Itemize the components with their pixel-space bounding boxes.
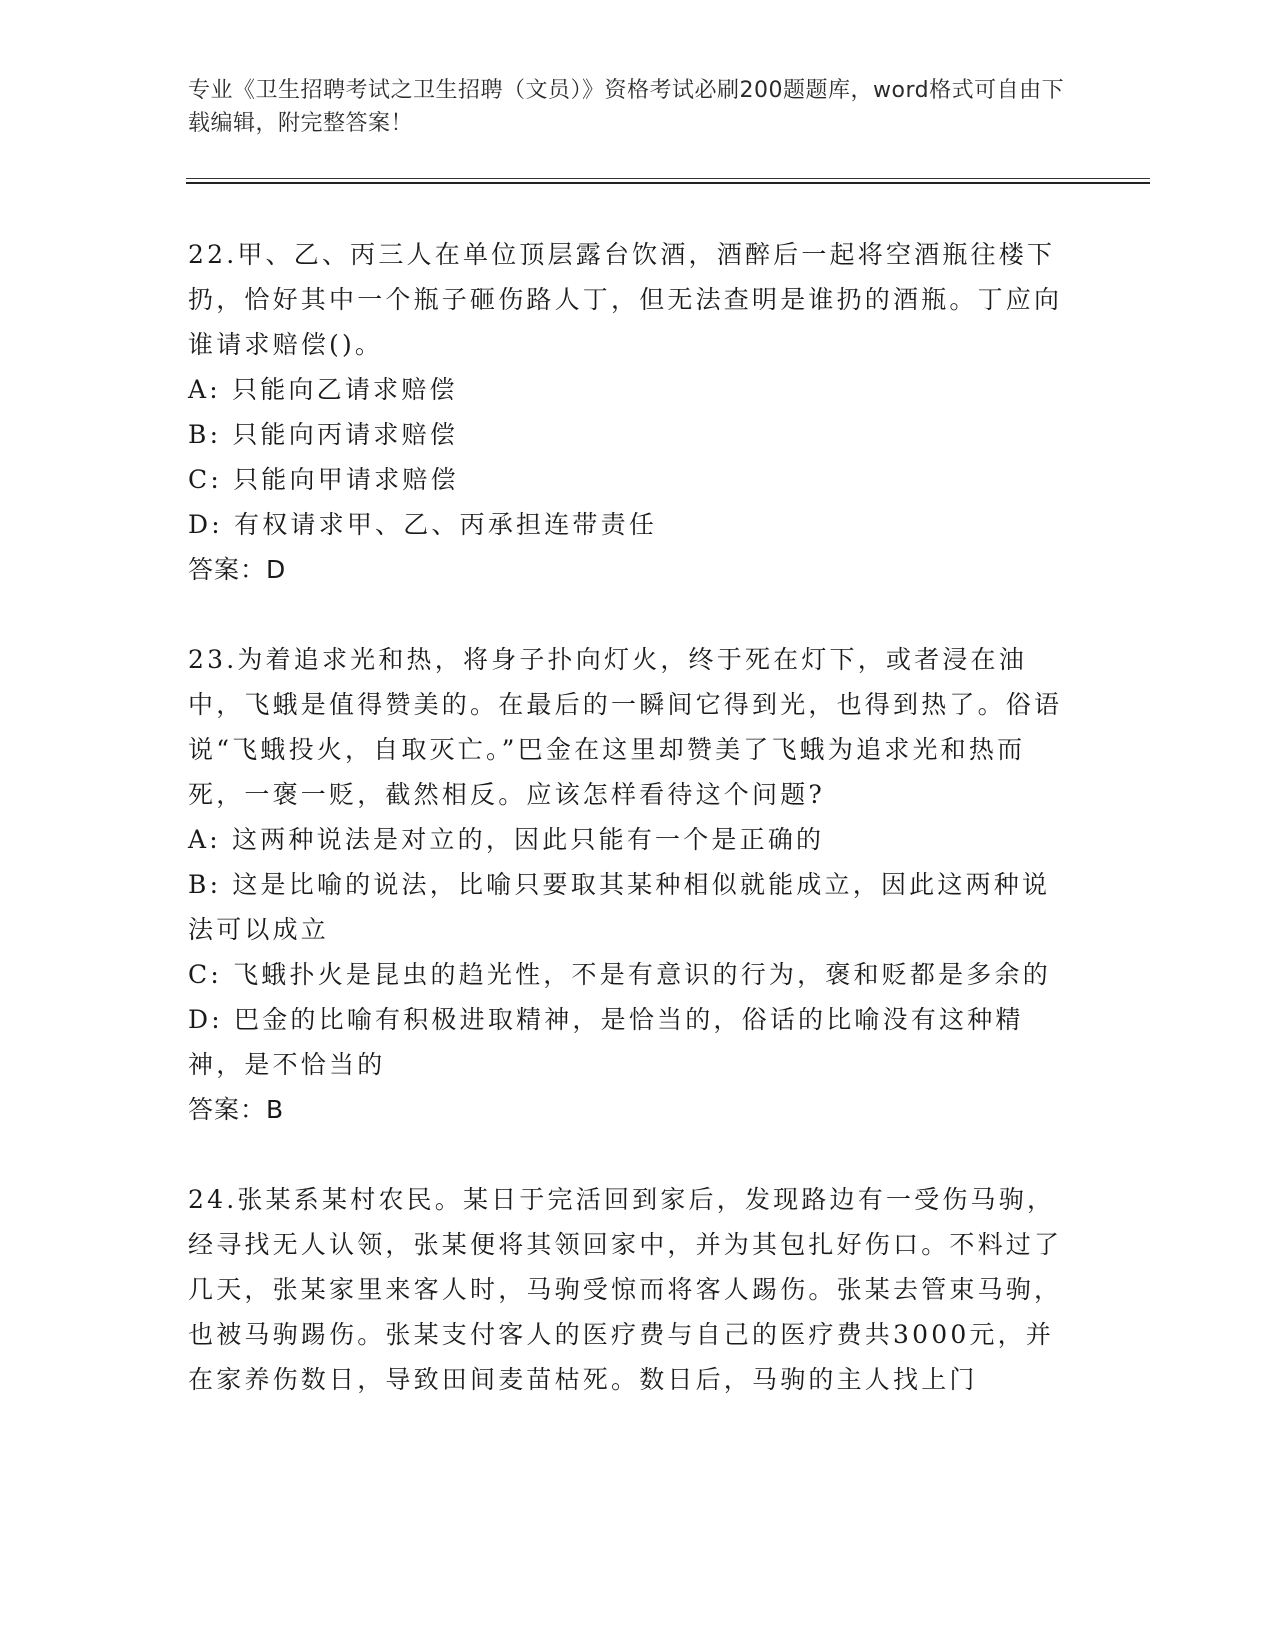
- option-a: A: 这两种说法是对立的，因此只能有一个是正确的: [188, 825, 825, 854]
- question-spacer: [188, 1132, 1068, 1177]
- answer-line: 答案：B: [188, 1095, 285, 1124]
- question-list: [188, 232, 1068, 1402]
- page-header: 专业《卫生招聘考试之卫生招聘（文员）》资格考试必刷200题题库，word格式可自由下载编辑，附完整答案！: [188, 78, 1065, 136]
- question-22: [188, 232, 1068, 592]
- answer-line: 答案：D: [188, 555, 287, 584]
- option-d: D: 巴金的比喻有积极进取精神，是恰当的，俗话的比喻没有这种精神，是不恰当的: [188, 1005, 1024, 1079]
- question-spacer: [188, 592, 1068, 637]
- option-d: D: 有权请求甲、乙、丙承担连带责任: [188, 510, 658, 539]
- option-b: B: 这是比喻的说法，比喻只要取其某种相似就能成立，因此这两种说法可以成立: [188, 870, 1051, 944]
- question-24: [188, 1177, 1068, 1402]
- option-a: A: 只能向乙请求赔偿: [188, 375, 458, 404]
- question-stem: 22.甲、乙、丙三人在单位顶层露台饮酒，酒醉后一起将空酒瓶往楼下扔，恰好其中一个瓶子砸伤路人丁，但无法查明是谁扔的酒瓶。丁应向谁请求赔偿()。: [188, 240, 1063, 359]
- question-stem: 23.为着追求光和热，将身子扑向灯火，终于死在灯下，或者浸在油中，飞蛾是值得赞美的。在最后的一瞬间它得到光，也得到热了。俗语说“飞蛾投火，自取灭亡。”巴金在这里却赞美了飞蛾为追求光和热而死，一褒一贬，截然相反。应该怎样看待这个问题?: [188, 645, 1063, 809]
- question-23: [188, 637, 1068, 1132]
- header-divider-thick: [186, 182, 1150, 184]
- header-divider-thin: [186, 178, 1150, 179]
- option-c: C: 只能向甲请求赔偿: [188, 465, 459, 494]
- option-b: B: 只能向丙请求赔偿: [188, 420, 458, 449]
- question-stem: 24.张某系某村农民。某日于完活回到家后，发现路边有一受伤马驹，经寻找无人认领，张某便将其领回家中，并为其包扎好伤口。不料过了几天，张某家里来客人时，马驹受惊而将客人踢伤。张某去管束马驹，也被马驹踢伤。张某支付客人的医疗费与自己的医疗费共3000元，并在家养伤数日，导致田间麦苗枯死。数日后，马驹的主人找上门: [188, 1185, 1063, 1394]
- option-c: C: 飞蛾扑火是昆虫的趋光性，不是有意识的行为，褒和贬都是多余的: [188, 960, 1051, 989]
